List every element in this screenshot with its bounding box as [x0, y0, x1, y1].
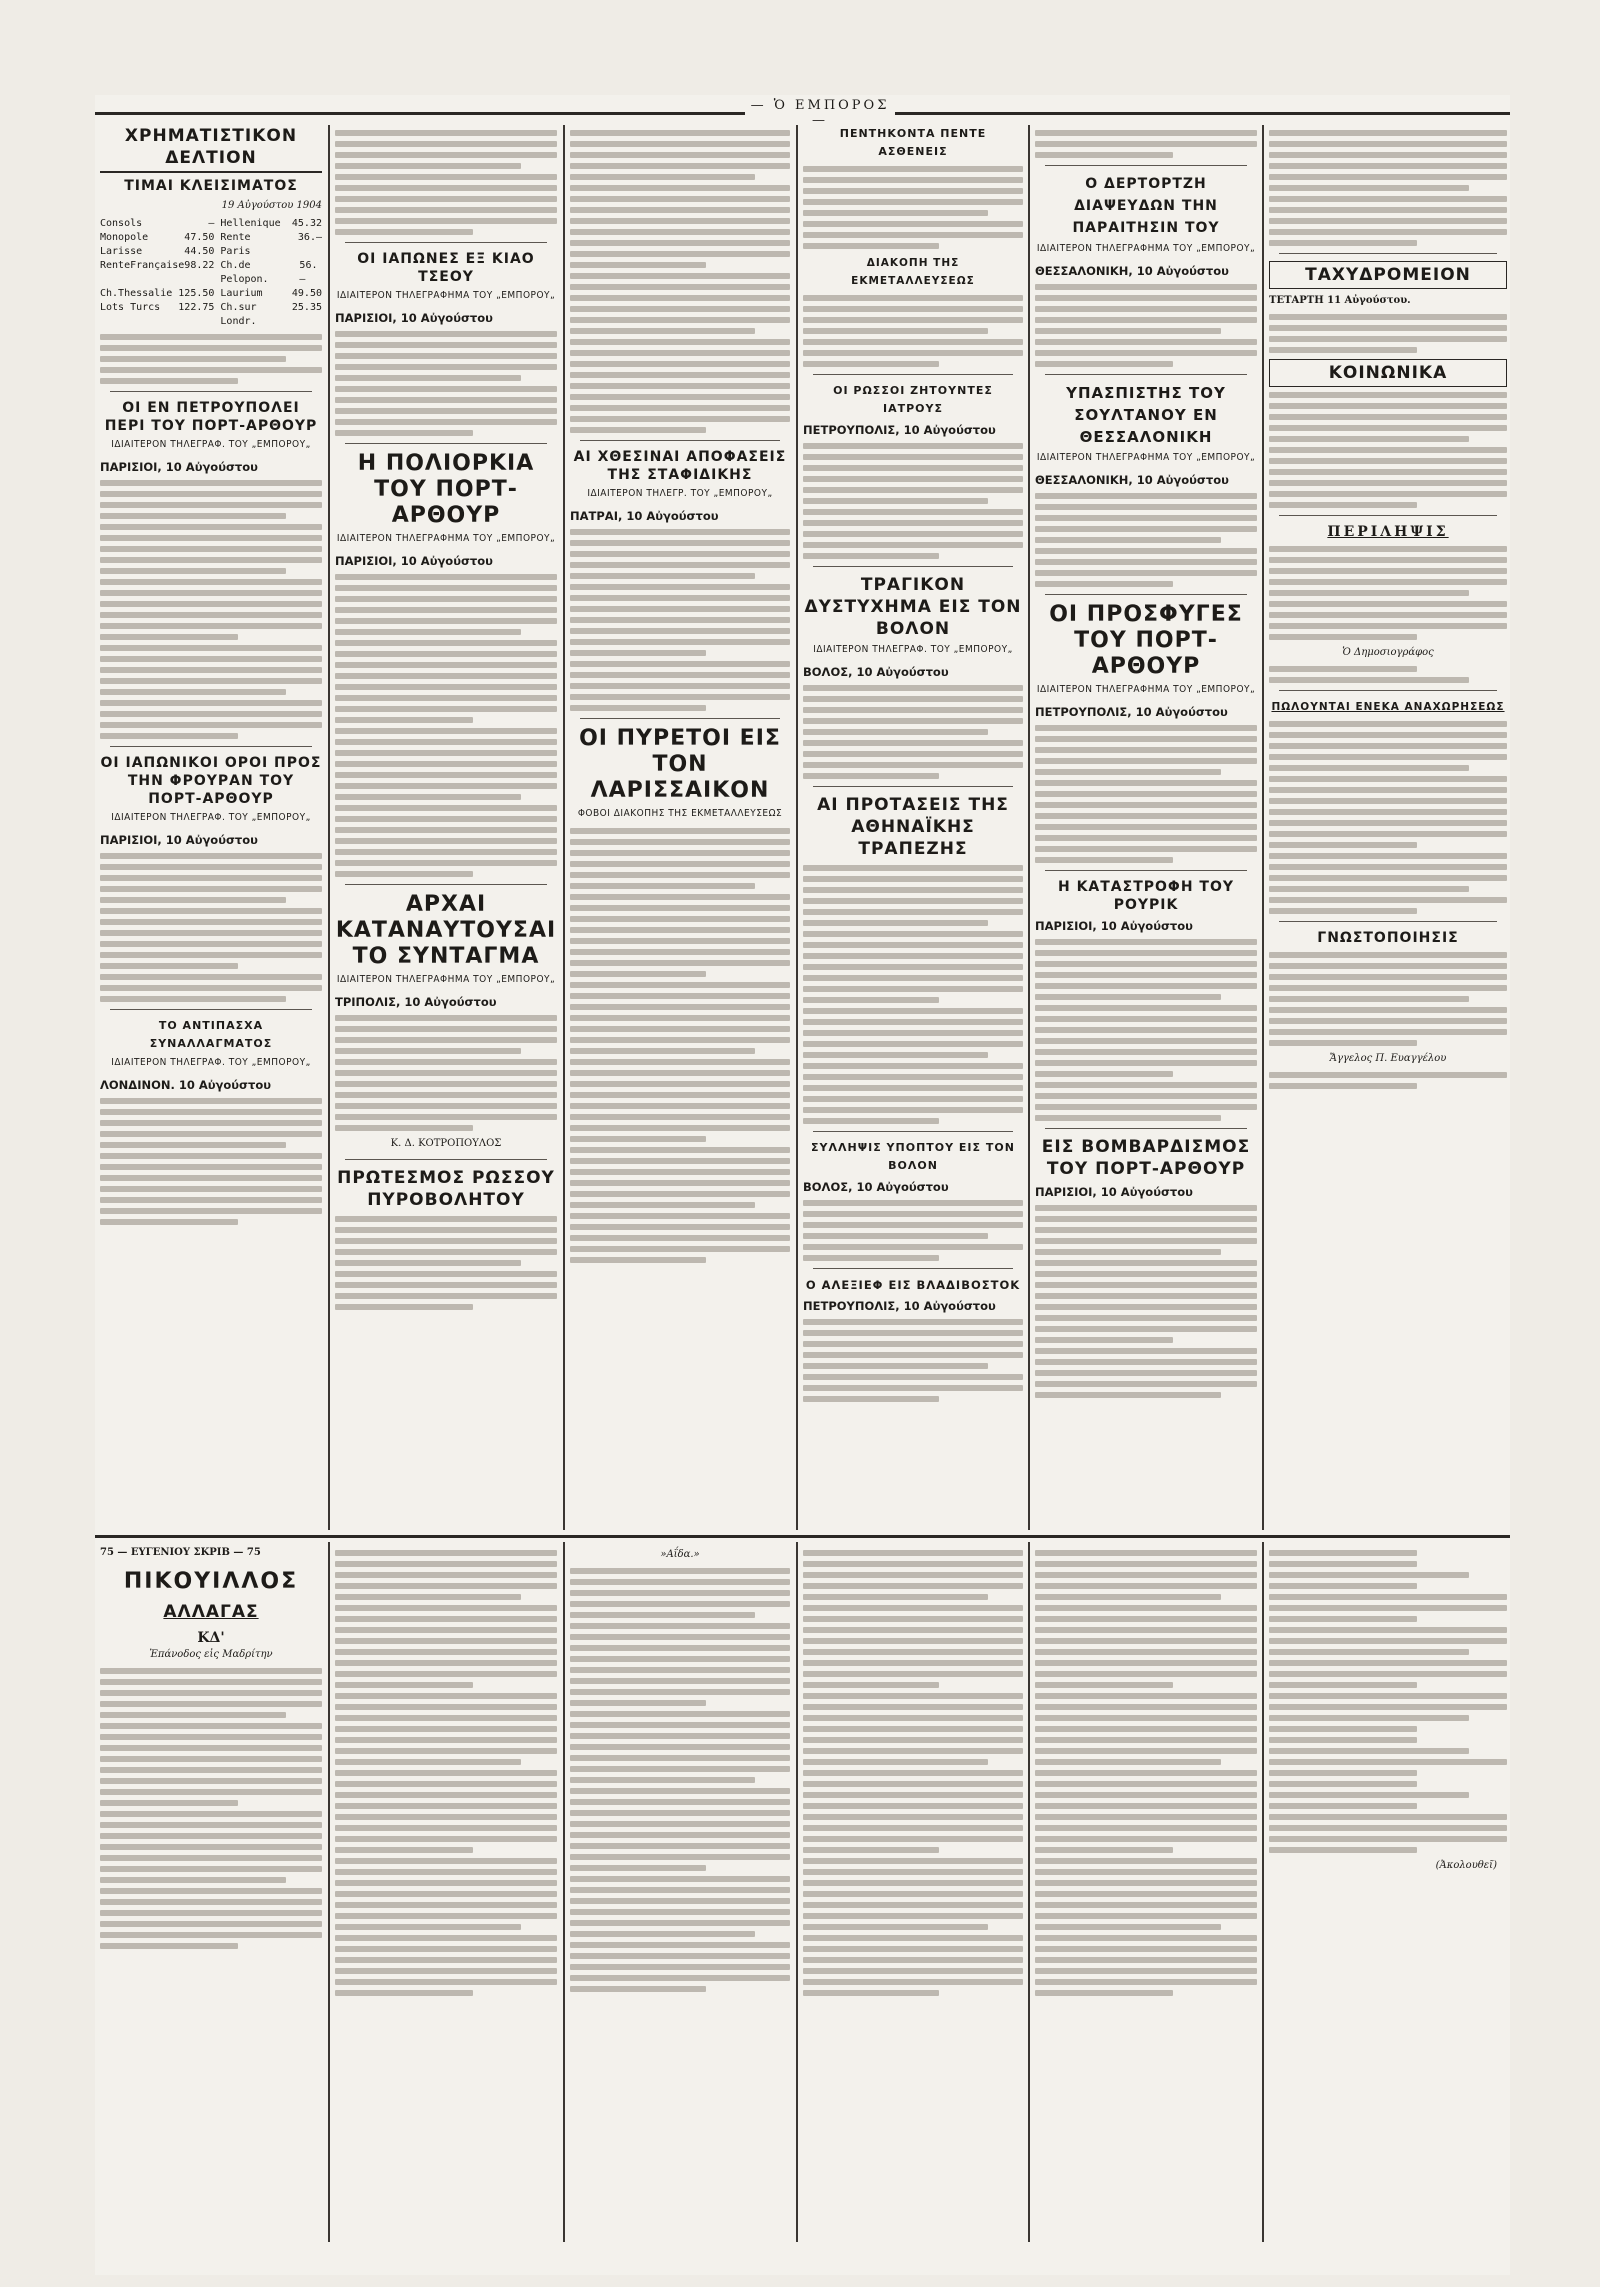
headline-tragedy: ΤΡΑΓΙΚΟΝ ΔΥΣΤΥΧΗΜΑ ΕΙΣ ΤΟΝ ΒΟΛΟΝ — [804, 575, 1022, 639]
headline-for-sale: ΠΩΛΟΥΝΤΑΙ ΕΝΕΚΑ ΑΝΑΧΩΡΗΣΕΩΣ — [1271, 701, 1505, 713]
feuilleton-body — [803, 1550, 1023, 1996]
quote-row — [100, 217, 214, 231]
quote-value: 56.— — [299, 260, 318, 285]
quote-value: 122.75 — [178, 302, 215, 313]
quote-value: 45.32 — [291, 218, 322, 229]
headline-alexeev: Ο ΑΛΕΞΙΕΦ ΕΙΣ ΒΛΑΔΙΒΟΣΤΟΚ — [805, 1278, 1021, 1292]
quote-value: 25.35 — [291, 302, 322, 313]
article-body — [570, 529, 790, 711]
column-rule — [1262, 1542, 1264, 2242]
dateline: ΠΑΡΙΣΙΟΙ, 10 Αὐγούστου — [335, 554, 493, 568]
dateline: ΘΕΣΣΑΛΟΝΙΚΗ, 10 Αὐγούστου — [1035, 264, 1229, 278]
headline-dertortzi: Ο ΔΕΡΤΟΡΤΖΗ ΔΙΑΨΕΥΔΩΝ ΤΗΝ ΠΑΡΑΙΤΗΣΙΝ ΤΟΥ — [1072, 176, 1220, 236]
article-body — [1035, 130, 1257, 158]
summary-signature: Ὁ Δημοσιογράφος — [1342, 647, 1434, 658]
post-office-day: ΤΕΤΑΡΤΗ 11 Αὐγούστου. — [1269, 295, 1411, 306]
article-body — [335, 1015, 557, 1131]
article-body — [335, 1216, 557, 1310]
article-body — [1269, 666, 1507, 683]
column-trade — [570, 125, 790, 1525]
telegram-credit: ΙΔΙΑΙΤΕΡΟΝ ΤΗΛΕΓΡΑΦΗΜΑ ΤΟΥ „ΕΜΠΟΡΟΥ„ — [1036, 243, 1256, 254]
article-body — [1269, 130, 1507, 246]
column-rule — [796, 125, 798, 1530]
headline-post-office: ΤΑΧΥΔΡΟΜΕΙΟΝ — [1269, 261, 1507, 289]
quote-label: Larisse — [100, 246, 143, 257]
article-body — [570, 828, 790, 1263]
quote-value: 98.22 — [184, 260, 215, 271]
chapter-title: Ἐπάνοδος εἰς Μαδρίτην — [149, 1649, 273, 1660]
column-rule — [796, 1542, 798, 2242]
top-rule — [95, 98, 1510, 128]
article-body — [1035, 725, 1257, 863]
dateline: ΠΑΡΙΣΙΟΙ, 10 Αὐγούστου — [1035, 919, 1193, 933]
telegram-credit: ΙΔΙΑΙΤΕΡΟΝ ΤΗΛΕΓΡΑΦ. ΤΟΥ „ΕΜΠΟΡΟΥ„ — [813, 644, 1013, 655]
dateline: ΠΕΤΡΟΥΠΟΛΙΣ, 10 Αὐγούστου — [803, 1299, 996, 1313]
article-body — [335, 331, 557, 436]
telegram-credit: ΙΔΙΑΙΤΕΡΟΝ ΤΗΛΕΓΡΑΦ. ΤΟΥ „ΕΜΠΟΡΟΥ„ — [111, 812, 311, 823]
column-rule — [1262, 125, 1264, 1530]
feuilleton-body — [1269, 1550, 1507, 1853]
dateline: ΠΑΡΙΣΙΟΙ, 10 Αὐγούστου — [100, 833, 258, 847]
finance-masthead: ΧΡΗΜΑΤΙΣΤΙΚΟΝ ΔΕΛΤΙΟΝ — [100, 125, 322, 173]
feuilleton-title: ΠΙΚΟΥΙΛΛΟΣ — [123, 1569, 299, 1594]
quote-value: 125.50 — [178, 288, 215, 299]
quote-label: Paris — [220, 246, 251, 257]
headline-russian-gunner: ΠΡΩΤΕΣΜΟΣ ΡΩΣΣΟΥ ΠΥΡΟΒΟΛΗΤΟΥ — [337, 1168, 555, 1210]
headline-summary: ΠΕΡΙΛΗΨΙΣ — [1327, 524, 1449, 540]
feuilleton-section: ΑΛΛΑΓΑΣ — [163, 1602, 259, 1622]
telegram-credit: ΙΔΙΑΙΤΕΡΟΝ ΤΗΛΕΓΡΑΦΗΜΑ ΤΟΥ „ΕΜΠΟΡΟΥ„ — [1036, 452, 1256, 463]
article-body — [1269, 952, 1507, 1046]
announcement-signature: Ἄγγελος Π. Ευαγγέλου — [1329, 1053, 1447, 1064]
quote-label: Ch.de Pelopon. — [220, 260, 269, 285]
chapter-subtitle: »Αΐδα.» — [660, 1549, 700, 1560]
quote-row — [220, 245, 322, 259]
article-body — [335, 130, 557, 235]
feuilleton-body — [335, 1550, 557, 1996]
telegram-credit: ΙΔΙΑΙΤΕΡΟΝ ΤΗΛΕΓΡΑΦΗΜΑ ΤΟΥ „ΕΜΠΟΡΟΥ„ — [336, 533, 556, 544]
dateline: ΠΑΤΡΑΙ, 10 Αὐγούστου — [570, 509, 719, 523]
feuilleton-column-4 — [803, 1545, 1023, 2245]
headline-arrest: ΣΥΛΛΗΨΙΣ ΥΠΟΠΤΟΥ ΕΙΣ ΤΟΝ ΒΟΛΟΝ — [811, 1141, 1015, 1172]
quote-value: 49.50 — [291, 288, 322, 299]
headline-proposals: ΑΙ ΠΡΟΤΑΣΕΙΣ ΤΗΣ ΑΘΗΝΑΪΚΗΣ ΤΡΑΠΕΖΗΣ — [817, 795, 1009, 859]
quote-row — [100, 259, 214, 287]
feuilleton-column-2 — [335, 1545, 557, 2245]
feuilleton-number: 75 — ΕΥΓΕΝΙΟΥ ΣΚΡΙΒ — 75 — [100, 1547, 261, 1558]
telegram-credit: ΙΔΙΑΙΤΕΡΟΝ ΤΗΛΕΓΡΑΦ. ΤΟΥ „ΕΜΠΟΡΟΥ„ — [111, 439, 311, 450]
feuilleton-body — [570, 1568, 790, 1992]
article-body — [1035, 1205, 1257, 1398]
headline-patients: ΠΕΝΤΗΚΟΝΤΑ ΠΕΝΤΕ ΑΣΘΕΝΕΙΣ — [839, 127, 987, 158]
headline-bombardment: ΕΙΣ ΒΟΜΒΑΡΔΙΣΜΟΣ ΤΟΥ ΠΟΡΤ-ΑΡΘΟΥΡ — [1041, 1137, 1251, 1179]
column-finance — [100, 125, 322, 1525]
quotes-table — [100, 217, 322, 329]
dateline: ΘΕΣΣΑΛΟΝΙΚΗ, 10 Αὐγούστου — [1035, 473, 1229, 487]
telegram-credit: ΙΔΙΑΙΤΕΡΟΝ ΤΗΛΕΓΡΑΦΗΜΑ ΤΟΥ „ΕΜΠΟΡΟΥ„ — [336, 290, 556, 301]
quote-label: Laurium — [220, 288, 263, 299]
quote-row — [100, 287, 214, 301]
article-body — [1269, 546, 1507, 640]
quote-label: Lots Turcs — [100, 302, 161, 313]
telegram-credit: ΙΔΙΑΙΤΕΡΟΝ ΤΗΛΕΓΡΑΦΗΜΑ ΤΟΥ „ΕΜΠΟΡΟΥ„ — [336, 974, 556, 985]
article-body — [1269, 392, 1507, 508]
dateline: ΠΕΤΡΟΥΠΟΛΙΣ, 10 Αὐγούστου — [1035, 705, 1228, 719]
article-body — [803, 1319, 1023, 1402]
feuilleton-column-6 — [1269, 1545, 1507, 2245]
headline-announcement: ΓΝΩΣΤΟΠΟΙΗΣΙΣ — [1317, 930, 1459, 946]
column-rule — [328, 125, 330, 1530]
headline-refugees: ΟΙ ΠΡΟΣΦΥΓΕΣ ΤΟΥ ΠΟΡΤ-ΑΡΘΟΥΡ — [1049, 602, 1243, 679]
text-block — [100, 334, 322, 384]
headline-japanese-terms: ΟΙ ΙΑΠΩΝΙΚΟΙ ΟΡΟΙ ΠΡΟΣ ΤΗΝ ΦΡΟΥΡΑΝ ΤΟΥ ΠΟΡΤ-ΑΡΘΟΥΡ — [100, 755, 322, 807]
article-body — [803, 166, 1023, 249]
article-body — [803, 865, 1023, 1124]
article-body — [100, 1098, 322, 1225]
feuilleton-column-5 — [1035, 1545, 1257, 2245]
article-body — [803, 1200, 1023, 1261]
quote-row — [100, 231, 214, 245]
column-rule — [1028, 125, 1030, 1530]
page-marker: — Ὁ ΕΜΠΟΡΟΣ — — [745, 98, 895, 128]
quote-label: RenteFrançaise — [100, 260, 185, 271]
prices-title: ΤΙΜΑΙ ΚΛΕΙΣΙΜΑΤΟΣ — [124, 178, 298, 194]
headline-staphis-decisions: ΑΙ ΧΘΕΣΙΝΑΙ ΑΠΟΦΑΣΕΙΣ ΤΗΣ ΣΤΑΦΙΔΙΚΗΣ — [573, 449, 787, 483]
dateline: ΛΟΝΔΙΝΟΝ. 10 Αὐγούστου — [100, 1078, 272, 1092]
dateline: ΒΟΛΟΣ, 10 Αὐγούστου — [803, 1180, 949, 1194]
quote-label: Hellenique — [220, 218, 281, 229]
telegram-credit: ΙΔΙΑΙΤΕΡΟΝ ΤΗΛΕΓΡΑΦΗΜΑ ΤΟΥ „ΕΜΠΟΡΟΥ„ — [1036, 684, 1256, 695]
headline-authorities: ΑΡΧΑΙ ΚΑΤΑΝΑΥΤΟΥΣΑΙ ΤΟ ΣΥΝΤΑΓΜΑ — [335, 892, 557, 969]
column-thessaloniki — [1035, 125, 1257, 1525]
quote-value: — — [208, 218, 215, 229]
article-body — [803, 685, 1023, 779]
quote-row — [220, 231, 322, 245]
to-be-continued: (Ἀκολουθεῖ) — [1435, 1860, 1497, 1871]
article-body — [803, 295, 1023, 367]
article-body — [1269, 314, 1507, 353]
quote-label: Monopole — [100, 232, 149, 243]
headline-russian-doctors: ΟΙ ΡΩΣΣΟΙ ΖΗΤΟΥΝΤΕΣ ΙΑΤΡΟΥΣ — [833, 384, 993, 415]
dateline: ΠΑΡΙΣΙΟΙ, 10 Αὐγούστου — [100, 460, 258, 474]
dateline: ΒΟΛΟΣ, 10 Αὐγούστου — [803, 665, 949, 679]
telegram-credit: ΙΔΙΑΙΤΕΡΟΝ ΤΗΛΕΓΡΑΦ. ΤΟΥ „ΕΜΠΟΡΟΥ„ — [111, 1057, 311, 1068]
headline-fevers-sub: ΦΟΒΟΙ ΔΙΑΚΟΠΗΣ ΤΗΣ ΕΚΜΕΤΑΛΛΕΥΣΕΩΣ — [577, 808, 783, 819]
quote-row — [220, 259, 322, 287]
quote-row — [100, 301, 214, 329]
feuilleton-rule — [95, 1535, 1510, 1538]
headline-fevers: ΟΙ ΠΥΡΕΤΟΙ ΕΙΣ ΤΟΝ ΛΑΡΙΣΣΑΙΚΟΝ — [579, 726, 781, 803]
quote-label: Ch.sur Londr. — [220, 302, 257, 327]
headline-sultan-adjutant: ΥΠΑΣΠΙΣΤΗΣ ΤΟΥ ΣΟΥΛΤΑΝΟΥ ΕΝ ΘΕΣΣΑΛΟΝΙΚΗ — [1066, 384, 1226, 446]
column-war-news — [335, 125, 557, 1525]
article-signature: Κ. Δ. ΚΟΤΡΟΠΟΥΛΟΣ — [390, 1138, 502, 1149]
quote-row — [220, 287, 322, 301]
prices-date: 19 Αὐγούστου 1904 — [221, 200, 322, 211]
headline-petroupolis: ΟΙ ΕΝ ΠΕΤΡΟΥΠΟΛΕΙ ΠΕΡΙ ΤΟΥ ΠΟΡΤ-ΑΡΘΟΥΡ — [104, 400, 318, 434]
quote-value: 44.50 — [184, 246, 215, 257]
quote-label: Consols — [100, 218, 143, 229]
dateline: ΠΑΡΙΣΙΟΙ, 10 Αὐγούστου — [1035, 1185, 1193, 1199]
quote-label: Ch.Thessalie — [100, 288, 173, 299]
column-rule — [563, 125, 565, 1530]
column-notices — [1269, 125, 1507, 1525]
headline-interruption: ΔΙΑΚΟΠΗ ΤΗΣ ΕΚΜΕΤΑΛΛΕΥΣΕΩΣ — [851, 257, 975, 287]
quote-row — [220, 217, 322, 231]
article-body — [1035, 493, 1257, 587]
article-body — [570, 130, 790, 433]
quote-row — [100, 245, 214, 259]
article-body — [803, 443, 1023, 559]
column-domestic — [803, 125, 1023, 1525]
quote-value: 47.50 — [184, 232, 215, 243]
telegram-credit: ΙΔΙΑΙΤΕΡΟΝ ΤΗΛΕΓΡ. ΤΟΥ „ΕΜΠΟΡΟΥ„ — [587, 488, 773, 499]
article-body — [1035, 939, 1257, 1121]
feuilleton-body — [100, 1668, 322, 1949]
article-body — [1269, 1072, 1507, 1089]
chapter-number: ΚΔ' — [197, 1630, 225, 1646]
headline-siege: Η ΠΟΛΙΟΡΚΙΑ ΤΟΥ ΠΟΡΤ-ΑΡΘΟΥΡ — [357, 451, 535, 528]
feuilleton-body — [1035, 1550, 1257, 1996]
article-body — [1035, 284, 1257, 367]
headline-exchange: ΤΟ ΑΝΤΙΠΑΣΧΑ ΣΥΝΑΛΛΑΓΜΑΤΟΣ — [149, 1019, 273, 1050]
feuilleton-column-3 — [570, 1545, 790, 2245]
column-rule — [563, 1542, 565, 2242]
article-body — [335, 574, 557, 877]
column-rule — [328, 1542, 330, 2242]
dateline: ΤΡΙΠΟΛΙΣ, 10 Αὐγούστου — [335, 995, 497, 1009]
quote-value: 36.— — [297, 232, 322, 243]
headline-social: ΚΟΙΝΩΝΙΚΑ — [1269, 359, 1507, 387]
quote-label: Rente — [220, 232, 251, 243]
article-body — [100, 480, 322, 739]
headline-japanese-kiao: ΟΙ ΙΑΠΩΝΕΣ ΕΞ ΚΙΑΟ ΤΣΕΟΥ — [357, 251, 535, 285]
column-rule — [1028, 1542, 1030, 2242]
dateline: ΠΕΤΡΟΥΠΟΛΙΣ, 10 Αὐγούστου — [803, 423, 996, 437]
feuilleton-column-1 — [100, 1545, 322, 2245]
article-body — [1269, 721, 1507, 914]
quote-row — [220, 301, 322, 329]
article-body — [100, 853, 322, 1002]
dateline: ΠΑΡΙΣΙΟΙ, 10 Αὐγούστου — [335, 311, 493, 325]
headline-rurik: Η ΚΑΤΑΣΤΡΟΦΗ ΤΟΥ ΡΟΥΡΙΚ — [1057, 879, 1234, 913]
